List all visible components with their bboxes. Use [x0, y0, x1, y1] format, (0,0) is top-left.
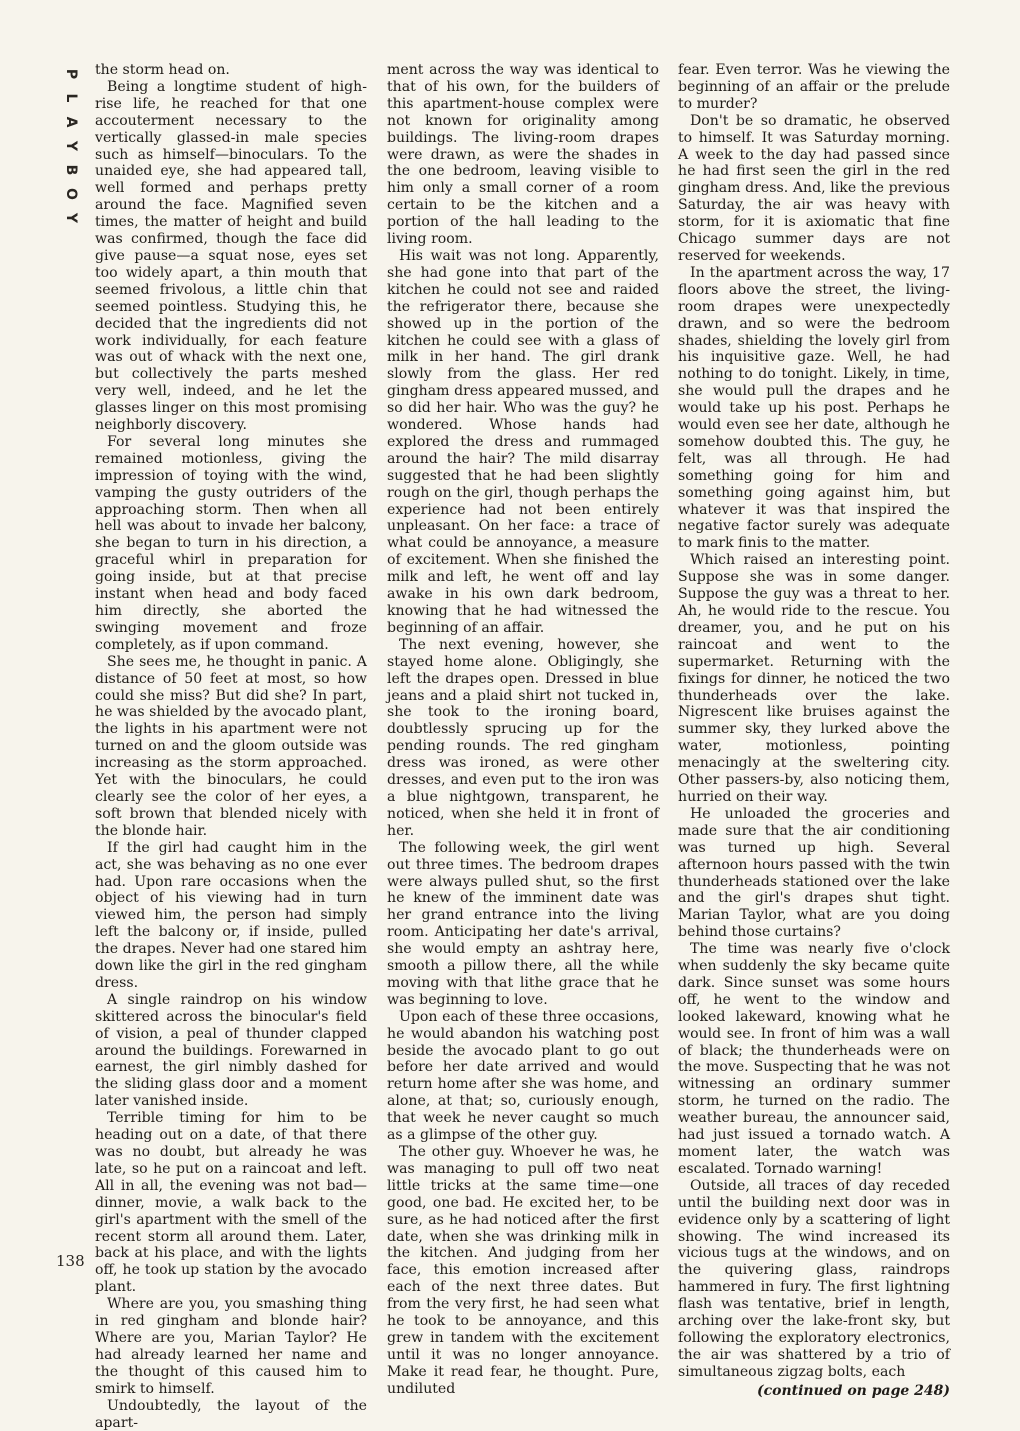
paragraph: ment across the way was identical to that of his own, for the builders of this apartment-house complex were not known for originality among buildings. The living-room drapes were drawn, as were the shades in the one bedroom, leaving visible to him only a small corner of a room certain to be the kitchen and a portion of the hall leading to the living room.	[387, 62, 659, 248]
paragraph: Outside, all traces of day receded until the building next door was in evidence only by a scattering of light showing. The wind increased its vicious tugs at the windows, and on the quivering glass, raindrops hammered in fury. The first lightning flash was tentative, brief in length, arching over the lake-front sky, but following the exploratory electronics, the air was shattered by a trio of simultaneous zigzag bolts, each	[678, 1177, 950, 1380]
paragraph: Being a longtime student of high-rise life, he reached for that one accouterment necessary to the vertically glassed-in male species such as himself—binoculars. To the unaided eye, she had appeared tall, well formed and perhaps pretty around the face. Magnified seven times, the matter of height and build was confirmed, though the face did give pause—a squat nose, eyes set too widely apart, a thin mouth that seemed frivolous, a little chin that seemed pointless. Studying this, he decided that the ingredients did not work individually, for each feature was out of whack with the next one, but collectively the parts meshed very well, indeed, and he let the glasses linger on this most promising neighborly discovery.	[95, 78, 367, 434]
paragraph: the storm head on.	[95, 62, 230, 78]
paragraph: The following week, the girl went out three times. The bedroom drapes were always pulled shut, so the first he knew of the imminent date was her grand entrance into the living room. Anticipating her date's arrival, she would empty an ashtray here, smooth a pillow there, all the while moving with that lithe grace that he was beginning to love.	[387, 839, 659, 1008]
paragraph: Which raised an interesting point. Suppose she was in some danger. Suppose the guy was a threat to her. Ah, he would ride to the rescue. You dreamer, you, and he put on his raincoat and went to the supermarket. Returning with the fixings for dinner, he noticed the two thunderheads over the lake. Nigrescent like bruises against the summer sky, they lurked above the water, motionless, pointing menacingly at the sweltering city. Other passers-by, also noticing them, hurried on their way.	[678, 552, 950, 805]
logo-letter: B	[63, 164, 79, 176]
paragraph: The next evening, however, she stayed home alone. Obligingly, she left the drapes open. Dressed in blue jeans and a plaid shirt not tucked in, she took to the ironing board, doubtlessly sprucing up for the pending rounds. The red gingham dress was ironed, as were other dresses, and even put to the iron was a blue nightgown, transparent, he noticed, when she held it in front of her.	[387, 636, 659, 839]
paragraph: Upon each of these three occasions, he would abandon his watching post beside the avocado plant to go out before her date arrived and would return home after she was home, and alone, at that; so, curiously enough, that week he never caught so much as a glimpse of the other guy.	[387, 1008, 659, 1144]
paragraph: Don't be so dramatic, he observed to himself. It was Saturday morning. A week to the day had passed since he had first seen the girl in the red gingham dress. And, like the previous Saturday, the air was heavy with storm, for it is axiomatic that fine Chicago summer days are not reserved for weekends.	[678, 112, 950, 264]
logo-letter: A	[63, 116, 79, 128]
paragraph: Undoubtedly, the layout of the apart-	[95, 1397, 367, 1431]
paragraph: He unloaded the groceries and made sure that the air conditioning was turned up high. Several afternoon hours passed with the twin thunderheads stationed over the lake and the girl's drapes shut tight. Marian Taylor, what are you doing behind those curtains?	[678, 805, 950, 941]
paragraph: If the girl had caught him in the act, she was behaving as no one ever had. Upon rare occasions when the object of his viewing had in turn viewed him, the person had simply left the balcony or, if inside, pulled the drapes. Never had one stared him down like the girl in the red gingham dress.	[95, 839, 367, 991]
logo-letter: Y	[63, 140, 79, 152]
text-column-1	[95, 62, 367, 1431]
paragraph: A single raindrop on his window skittered across the binocular's field of vision, a peal of thunder clapped around the buildings. Forewarned in earnest, the girl nimbly dashed for the sliding glass door and a moment later vanished inside.	[95, 991, 367, 1110]
page-number: 138	[56, 1252, 85, 1270]
paragraph: For several long minutes she remained motionless, giving the impression of toying with the wind, vamping the gusty outriders of the approaching storm. Then when all hell was about to invade her balcony, she began to turn in his direction, a graceful whirl in preparation for going inside, but at that precise instant when head and body faced him directly, she aborted the swinging movement and froze completely, as if upon command.	[95, 433, 367, 653]
logo-letter: P	[63, 68, 79, 80]
paragraph: In the apartment across the way, 17 floors above the street, the living-room drapes were unexpectedly drawn, and so were the bedroom shades, shielding the lovely girl from his inquisitive gaze. Well, he had nothing to do tonight. Likely, in time, she would pull the drapes and he would take up his post. Perhaps he would even see her date, although he somehow doubted this. The guy, he felt, was all through. He had something going for him and something going against him, but whatever it was that inspired the negative factor surely was adequate to mark finis to the matter.	[678, 264, 950, 552]
continued-note: (continued on page 248)	[756, 1382, 950, 1399]
text-column-2	[387, 62, 659, 1398]
paragraph: Terrible timing for him to be heading out on a date, of that there was no doubt, but already he was late, so he put on a raincoat and left. All in all, the evening was not bad—dinner, movie, a walk back to the girl's apartment with the smell of the recent storm all around them. Later, back at his place, and with the lights off, he took up station by the avocado plant.	[95, 1110, 367, 1296]
paragraph: The other guy. Whoever he was, he was managing to pull off two neat little tricks at the same time—one good, one bad. He excited her, to be sure, as he had noticed after the first date, when she was drinking milk in the kitchen. And judging from her face, this emotion increased after each of the next three dates. But from the very first, he had seen what he took to be annoyance, and this grew in tandem with the excitement until it was no longer annoyance. Make it read fear, he thought. Pure, undiluted	[387, 1144, 659, 1397]
paragraph: fear. Even terror. Was he viewing the beginning of an affair or the prelude to murder?	[678, 62, 950, 112]
paragraph: His wait was not long. Apparently, she had gone into that part of the kitchen he could not see and raided the refrigerator there, because she showed up in the portion of the kitchen he could see with a glass of milk in her hand. The girl drank slowly from the glass. Her red gingham dress appeared mussed, and so did her hair. Who was the guy? he wondered. Whose hands had explored the dress and rummaged around the hair? The mild disarray suggested that he had been slightly rough on the girl, though perhaps the experience had not been entirely unpleasant. On her face: a trace of what could be annoyance, a measure of excitement. When she finished the milk and left, he went off and lay awake in his own dark bedroom, knowing that he had witnessed the beginning of an affair.	[387, 247, 659, 636]
text-column-3	[678, 62, 950, 1400]
logo-letter: L	[63, 93, 79, 103]
paragraph: Where are you, you smashing thing in red gingham and blonde hair? Where are you, Marian Taylor? He had already learned her name and the thought of this caused him to smirk to himself.	[95, 1296, 367, 1397]
paragraph: The time was nearly five o'clock when suddenly the sky became quite dark. Since sunset was some hours off, he went to the window and looked lakeward, knowing what he would see. In front of him was a wall of black; the thunderheads were on the move. Suspecting that he was not witnessing an ordinary summer storm, he turned on the radio. The weather bureau, the announcer said, had just issued a tornado watch. A moment later, the watch was escalated. Tornado warning!	[678, 941, 950, 1177]
paragraph: She sees me, he thought in panic. A distance of 50 feet at most, so how could she miss? But did she? In part, he was shielded by the avocado plant, the lights in his apartment were not turned on and the gloom outside was increasing as the storm approached. Yet with the binoculars, he could clearly see the color of her eyes, a soft brown that blended nicely with the blonde hair.	[95, 653, 367, 839]
magazine-logo	[56, 62, 78, 230]
logo-letter: O	[63, 188, 79, 200]
logo-letter: Y	[63, 212, 79, 224]
